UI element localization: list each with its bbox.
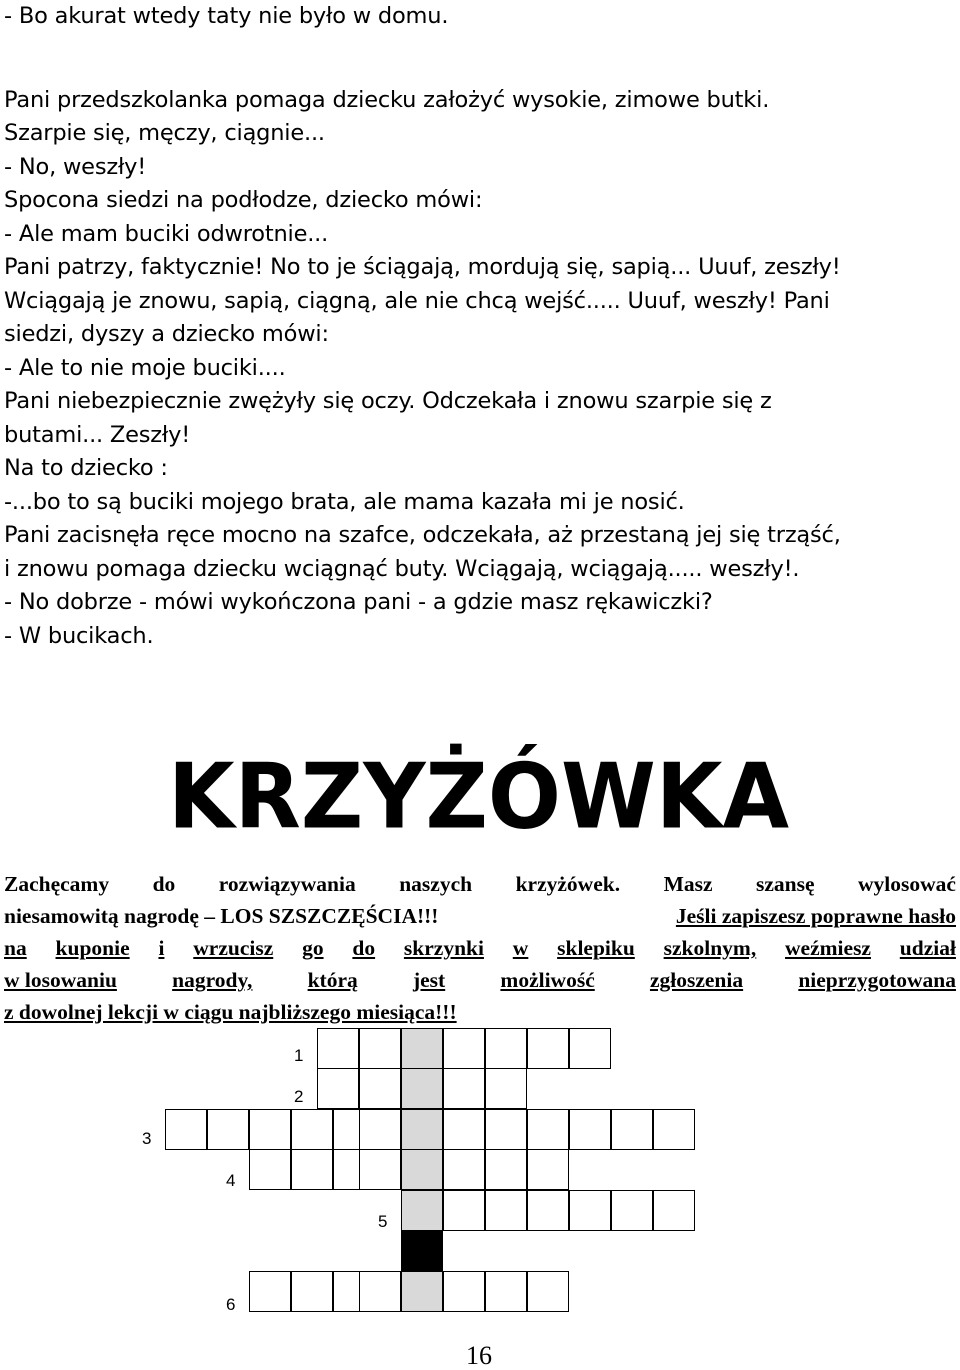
crossword-cell[interactable]: [291, 1271, 333, 1312]
story-line: -...bo to są buciki mojego brata, ale mama kazała mi je nosić.: [4, 488, 685, 515]
clue-number: 6: [226, 1295, 236, 1314]
crossword-cell[interactable]: [359, 1109, 401, 1150]
crossword-cell[interactable]: [485, 1190, 527, 1231]
crossword-cell[interactable]: [527, 1149, 569, 1190]
crossword-cell[interactable]: [611, 1190, 653, 1231]
story-line: - Bo akurat wtedy taty nie było w domu.: [4, 3, 449, 29]
clue-number: 2: [294, 1087, 304, 1106]
crossword-cell[interactable]: [653, 1109, 695, 1150]
crossword-cell[interactable]: [569, 1109, 611, 1150]
crossword-cell[interactable]: [443, 1271, 485, 1312]
story-line: Pani patrzy, faktycznie! No to je ściągają, mordują się, sapią... Uuuf, zeszły!: [4, 254, 841, 280]
crossword-cell[interactable]: [317, 1068, 359, 1109]
story-line: Spocona siedzi na podłodze, dziecko mówi:: [4, 187, 483, 213]
story-line: Pani zacisnęła ręce mocno na szafce, odczekała, aż przestaną jej się trząść,: [4, 522, 841, 548]
crossword-cell[interactable]: [443, 1149, 485, 1190]
crossword-cell[interactable]: [249, 1109, 291, 1150]
story-line: Na to dziecko :: [4, 455, 168, 481]
crossword-key-cell[interactable]: [401, 1068, 443, 1109]
crossword-cell[interactable]: [359, 1271, 401, 1312]
crossword-key-cell[interactable]: [401, 1271, 443, 1312]
crossword-cell[interactable]: [249, 1271, 291, 1312]
crossword-cell[interactable]: [359, 1149, 401, 1190]
crossword-cell[interactable]: [359, 1068, 401, 1109]
promo-line-3: na kuponie i wrzucisz go do skrzynki w sklepiku szkolnym, weźmiesz udział: [4, 936, 956, 960]
story-line: butami... Zeszły!: [4, 421, 191, 448]
crossword-key-cell[interactable]: [401, 1190, 443, 1231]
promo-line-1: Zachęcamy do rozwiązywania naszych krzyżówek. Masz szansę wylosować: [4, 872, 956, 896]
clue-number: 3: [142, 1129, 152, 1148]
promo-line-5: z dowolnej lekcji w ciągu najbliższego miesiąca!!!: [4, 1000, 457, 1024]
crossword-cell[interactable]: [317, 1028, 359, 1069]
crossword-cell[interactable]: [653, 1190, 695, 1231]
crossword-key-cell[interactable]: [401, 1109, 443, 1150]
crossword-cell[interactable]: [611, 1109, 653, 1150]
story-line: Szarpie się, męczy, ciągnie...: [4, 120, 325, 146]
crossword-cell[interactable]: [291, 1109, 333, 1150]
crossword-cell[interactable]: [485, 1149, 527, 1190]
story-line: - No, weszły!: [4, 153, 147, 180]
crossword-cell[interactable]: [443, 1109, 485, 1150]
promo-line-4: w losowaniu nagrody, którą jest możliwość zgłoszenia nieprzygotowana: [4, 968, 956, 992]
story-line: - Ale mam buciki odwrotnie...: [4, 220, 329, 247]
story-line: - Ale to nie moje buciki....: [4, 354, 286, 381]
crossword-key-cell[interactable]: [401, 1149, 443, 1190]
crossword-cell[interactable]: [569, 1190, 611, 1231]
crossword-cell[interactable]: [485, 1109, 527, 1150]
story-line: Wciągają je znowu, sapią, ciągną, ale nie chcą wejść..... Uuuf, weszły! Pani: [4, 287, 830, 314]
crossword-blocked-cell: [401, 1231, 443, 1272]
story-line: siedzi, dyszy a dziecko mówi:: [4, 321, 329, 347]
crossword-cell[interactable]: [527, 1028, 569, 1069]
story-line: - W bucikach.: [4, 622, 154, 649]
crossword-cell[interactable]: [443, 1190, 485, 1231]
crossword-cell[interactable]: [207, 1109, 249, 1150]
crossword-cell[interactable]: [249, 1149, 291, 1190]
crossword-cell[interactable]: [291, 1149, 333, 1190]
crossword-cell[interactable]: [485, 1271, 527, 1312]
crossword-cell[interactable]: [485, 1028, 527, 1069]
crossword-title: KRZYŻÓWKA: [168, 744, 790, 850]
crossword-cell[interactable]: [527, 1271, 569, 1312]
crossword-key-cell[interactable]: [401, 1028, 443, 1069]
story-line: i znowu pomaga dziecku wciągnąć buty. Wciągają, wciągają..... weszły!.: [4, 555, 800, 582]
crossword-cell[interactable]: [569, 1028, 611, 1069]
story-line: - No dobrze - mówi wykończona pani - a gdzie masz rękawiczki?: [4, 589, 713, 615]
clue-number: 1: [294, 1046, 304, 1065]
clue-number: 5: [378, 1212, 388, 1231]
story-line: Pani niebezpiecznie zwężyły się oczy. Odczekała i znowu szarpie się z: [4, 388, 772, 414]
crossword-cell[interactable]: [527, 1190, 569, 1231]
clue-number: 4: [226, 1171, 236, 1190]
crossword-cell[interactable]: [165, 1109, 207, 1150]
crossword-cell[interactable]: [527, 1109, 569, 1150]
story-line: Pani przedszkolanka pomaga dziecku założyć wysokie, zimowe butki.: [4, 86, 770, 113]
crossword-cell[interactable]: [359, 1028, 401, 1069]
crossword-cell[interactable]: [443, 1028, 485, 1069]
promo-line-2: niesamowitą nagrodę – LOS SZSZCZĘŚCIA!!! Jeśli zapiszesz poprawne hasło: [4, 904, 956, 928]
crossword-cell[interactable]: [485, 1068, 527, 1109]
crossword-cell[interactable]: [443, 1068, 485, 1109]
page-number: 16: [466, 1341, 492, 1370]
